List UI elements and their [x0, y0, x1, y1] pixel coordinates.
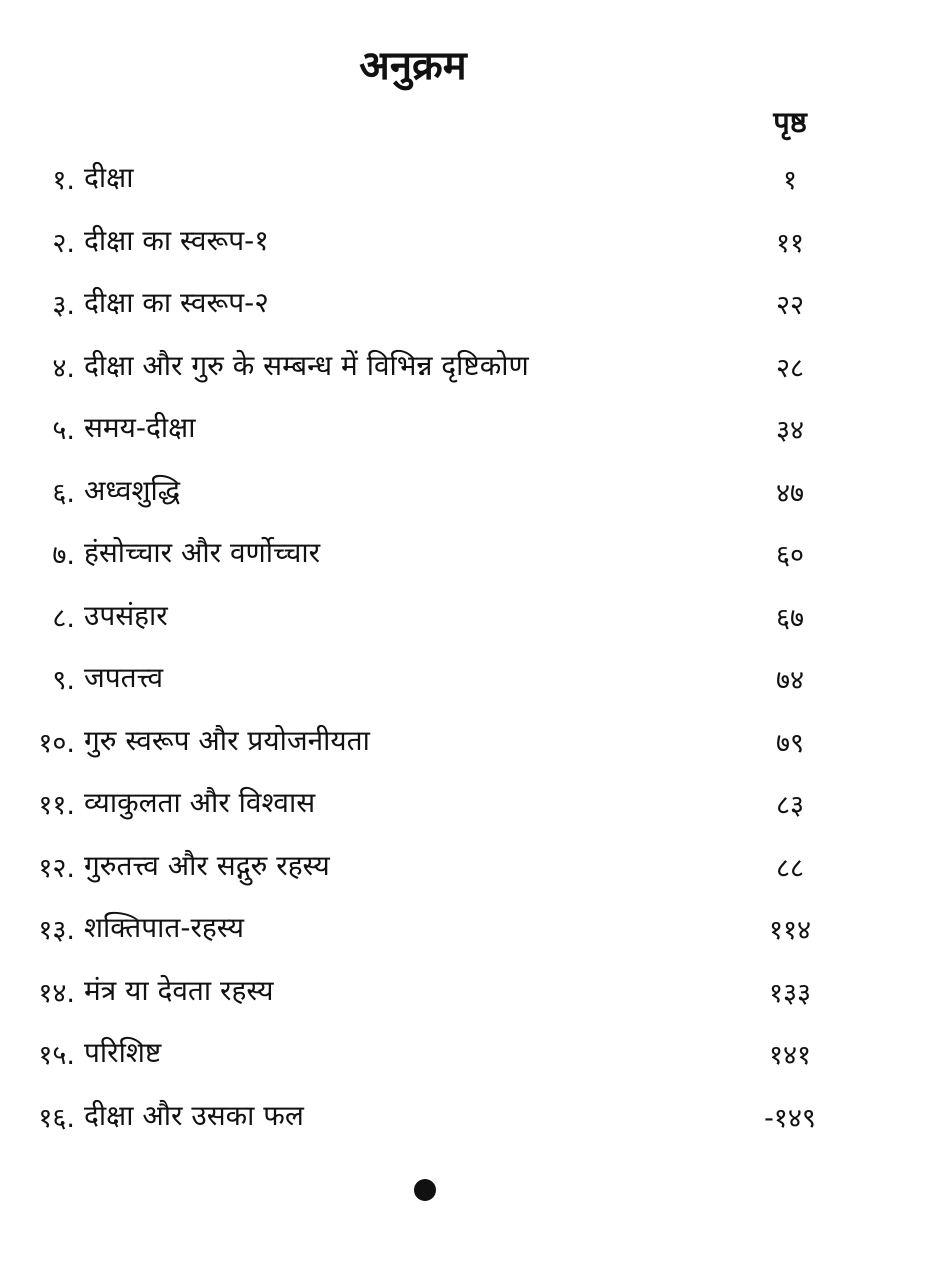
entry-title: समय-दीक्षा [84, 411, 196, 444]
toc-entry [0, 1023, 945, 1086]
entry-title: अध्वशुद्धि [84, 473, 181, 507]
toc-entry [0, 961, 945, 1024]
entry-title: दीक्षा का स्वरूप-२ [84, 286, 269, 319]
entry-page: ७४ [775, 665, 805, 696]
toc-entry [0, 586, 945, 649]
entry-title: शक्तिपात-रहस्य [84, 911, 244, 944]
entry-number: ७. [52, 540, 75, 571]
entry-number: १०. [38, 727, 75, 759]
entry-page: २८ [775, 352, 805, 384]
toc-entry [0, 461, 945, 524]
entry-number: १४. [38, 977, 75, 1009]
entry-title: दीक्षा और गुरु के सम्बन्ध में विभिन्न दृष्टिकोण [84, 348, 529, 382]
entry-page: ४७ [775, 477, 805, 509]
entry-number: ६. [52, 477, 75, 509]
entry-page: ७९ [775, 727, 805, 759]
toc-entry [0, 211, 945, 274]
entry-number: ११. [38, 790, 75, 821]
entry-page: ११४ [768, 915, 812, 946]
page-title: अनुक्रम [359, 43, 467, 89]
page-column-header: पृष्ठ [773, 105, 807, 139]
entry-number: ९. [52, 665, 75, 696]
entry-number: ४. [52, 352, 75, 384]
entry-title: गुरुतत्त्व और सद्गुरु रहस्य [84, 848, 330, 882]
entry-title: दीक्षा [84, 161, 134, 194]
entry-page: १३३ [768, 977, 812, 1009]
entry-page: १४१ [768, 1040, 812, 1071]
entry-number: १२. [38, 852, 75, 884]
entry-page: ६० [775, 540, 805, 571]
entry-title: परिशिष्ट [84, 1036, 162, 1069]
toc-entry [0, 711, 945, 774]
entry-number: १. [52, 165, 75, 196]
toc-entry [0, 898, 945, 961]
entry-title: व्याकुलता और विश्वास [84, 786, 316, 819]
entry-page: ८३ [775, 790, 805, 821]
entry-number: १५. [38, 1040, 75, 1071]
entry-page: -१४९ [764, 1102, 816, 1134]
entry-page: ३४ [775, 415, 805, 446]
toc-entry [0, 148, 945, 211]
entry-title: दीक्षा और उसका फल [84, 1098, 304, 1132]
entry-title: जपतत्त्व [84, 661, 164, 694]
entry-page: ११ [775, 227, 805, 259]
entry-number: ५. [52, 415, 75, 446]
toc-entry [0, 523, 945, 586]
entry-page: २२ [775, 290, 805, 321]
entry-number: ३. [52, 290, 75, 321]
entry-page: ६७ [775, 602, 805, 634]
entry-title: गुरु स्वरूप और प्रयोजनीयता [84, 723, 370, 757]
entry-page: १ [782, 165, 798, 196]
entry-number: १३. [38, 915, 75, 946]
toc-entry [0, 1086, 945, 1149]
entry-page: ८८ [775, 852, 805, 884]
decorative-dot [414, 1179, 436, 1201]
entry-title: मंत्र या देवता रहस्य [84, 973, 274, 1007]
entry-number: १६. [38, 1102, 75, 1134]
toc-entry [0, 836, 945, 899]
entry-title: हंसोच्चार और वर्णोच्चार [84, 536, 321, 569]
toc-entry [0, 398, 945, 461]
toc-entry [0, 273, 945, 336]
toc-list [0, 148, 945, 1148]
entry-title: उपसंहार [84, 598, 168, 632]
toc-entry [0, 336, 945, 399]
toc-entry [0, 648, 945, 711]
entry-number: २. [52, 227, 75, 259]
entry-title: दीक्षा का स्वरूप-१ [84, 223, 269, 257]
toc-entry [0, 773, 945, 836]
entry-number: ८. [52, 602, 75, 634]
